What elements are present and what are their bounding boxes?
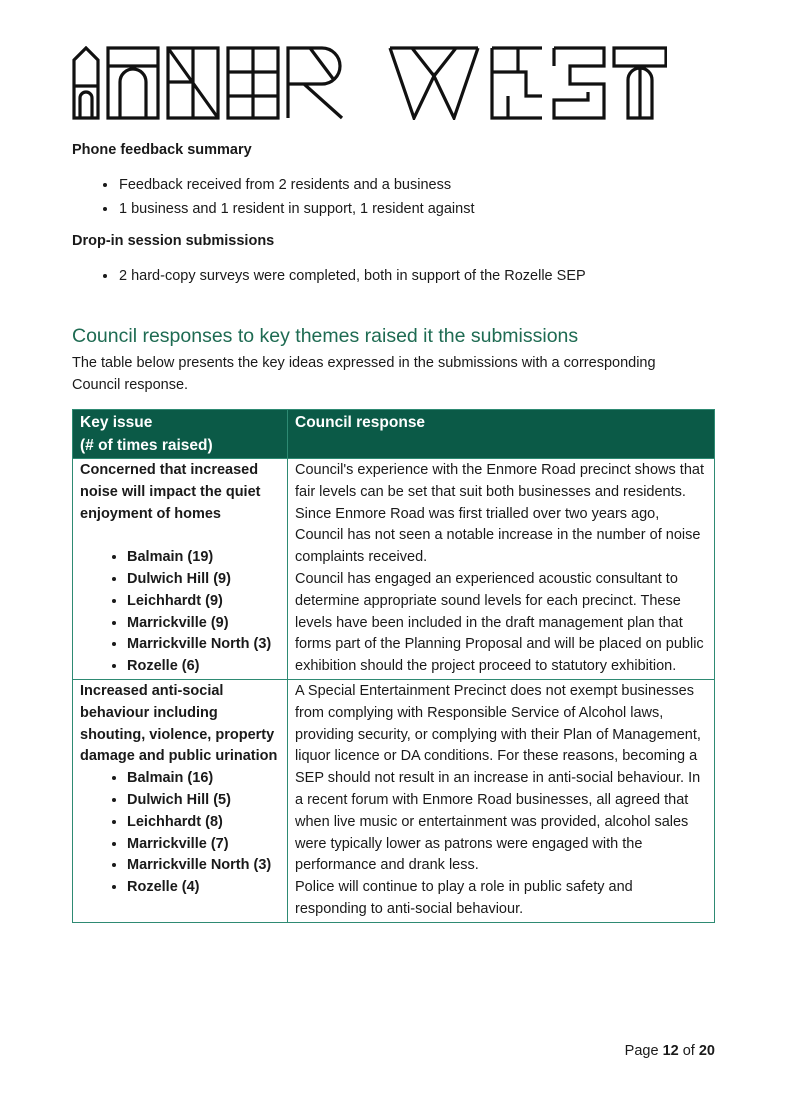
response-cell: [288, 679, 715, 922]
list-item: • Dulwich Hill (9): [127, 569, 280, 591]
issue-title: Concerned that increased noise will impact the quiet enjoyment of homes: [80, 462, 261, 522]
list-item: • Marrickville North (3): [127, 855, 280, 877]
council-response-table: [72, 409, 715, 923]
inner-west-logo: [72, 46, 667, 120]
issue-count-list: [80, 768, 280, 899]
list-item: • Rozelle (4): [127, 877, 280, 899]
table-row: [73, 679, 715, 922]
list-item: • Marrickville North (3): [127, 634, 280, 656]
issue-title: Increased anti-social behaviour including shouting, violence, property damage and public urination: [80, 682, 278, 765]
list-item: • Balmain (16): [127, 768, 280, 790]
page-label: Page: [624, 1043, 659, 1059]
issue-cell: [73, 679, 288, 922]
response-paragraph: Police will continue to play a role in public safety and responding to anti-social behaviour.: [295, 879, 633, 917]
list-item: • Marrickville (7): [127, 834, 280, 856]
table-header-row: [73, 410, 715, 459]
list-item: • Feedback received from 2 residents and a business: [118, 173, 474, 197]
header-key-issue-line1: Key issue: [80, 414, 153, 431]
page-number: [625, 1043, 715, 1059]
issue-cell: [73, 459, 288, 680]
response-paragraph: A Special Entertainment Precinct does not exempt businesses from complying with Responsible Service of Alcohol laws, providing security, or complying with their Plan of Management, liquor licence or DA conditions. For these reasons, becoming a SEP should not result in an increase in anti-social behaviour. In a recent forum with Enmore Road businesses, all agreed that when live music or entertainment was provided, alcohol sales were typically lower as patrons were engaged with the performance and drank less.: [295, 682, 701, 874]
list-item: • Leichhardt (9): [127, 591, 280, 613]
response-cell: [288, 459, 715, 680]
phone-feedback-heading: Phone feedback summary: [72, 142, 252, 158]
of-label: of: [682, 1043, 695, 1059]
response-paragraph: Council has engaged an experienced acoustic consultant to determine appropriate sound levels for each precinct. These levels have been included in the draft management plan that forms part of the Planning Proposal and will be placed on public exhibition should the project proceed to statutory exhibition.: [295, 570, 704, 675]
list-item: • 1 business and 1 resident in support, 1 resident against: [118, 197, 474, 221]
list-item: • Marrickville (9): [127, 613, 280, 635]
section-intro: The table below presents the key ideas expressed in the submissions with a corresponding Council response.: [72, 355, 656, 393]
issue-count-list: [80, 547, 280, 678]
dropin-heading: Drop-in session submissions: [72, 233, 275, 249]
list-item: • Rozelle (6): [127, 656, 280, 678]
list-item: • Leichhardt (8): [127, 812, 280, 834]
response-paragraph: Council's experience with the Enmore Road precinct shows that fair levels can be set that suit both businesses and residents. Since Enmore Road was first trialled over two years ago, Council has not seen a notable increase in the number of noise complaints received.: [295, 462, 704, 566]
header-council-response: Council response: [288, 410, 715, 459]
phone-feedback-list: [72, 173, 474, 221]
total-pages: 20: [698, 1043, 715, 1059]
list-item: • 2 hard-copy surveys were completed, both in support of the Rozelle SEP: [118, 264, 586, 288]
header-key-issue-line2: (# of times raised): [80, 436, 213, 454]
section-heading: Council responses to key themes raised it the submissions: [72, 325, 579, 347]
dropin-list: [72, 264, 586, 288]
header-key-issue: [73, 410, 288, 459]
list-item: • Balmain (19): [127, 547, 280, 569]
list-item: • Dulwich Hill (5): [127, 790, 280, 812]
table-row: [73, 459, 715, 680]
current-page: 12: [662, 1043, 679, 1059]
